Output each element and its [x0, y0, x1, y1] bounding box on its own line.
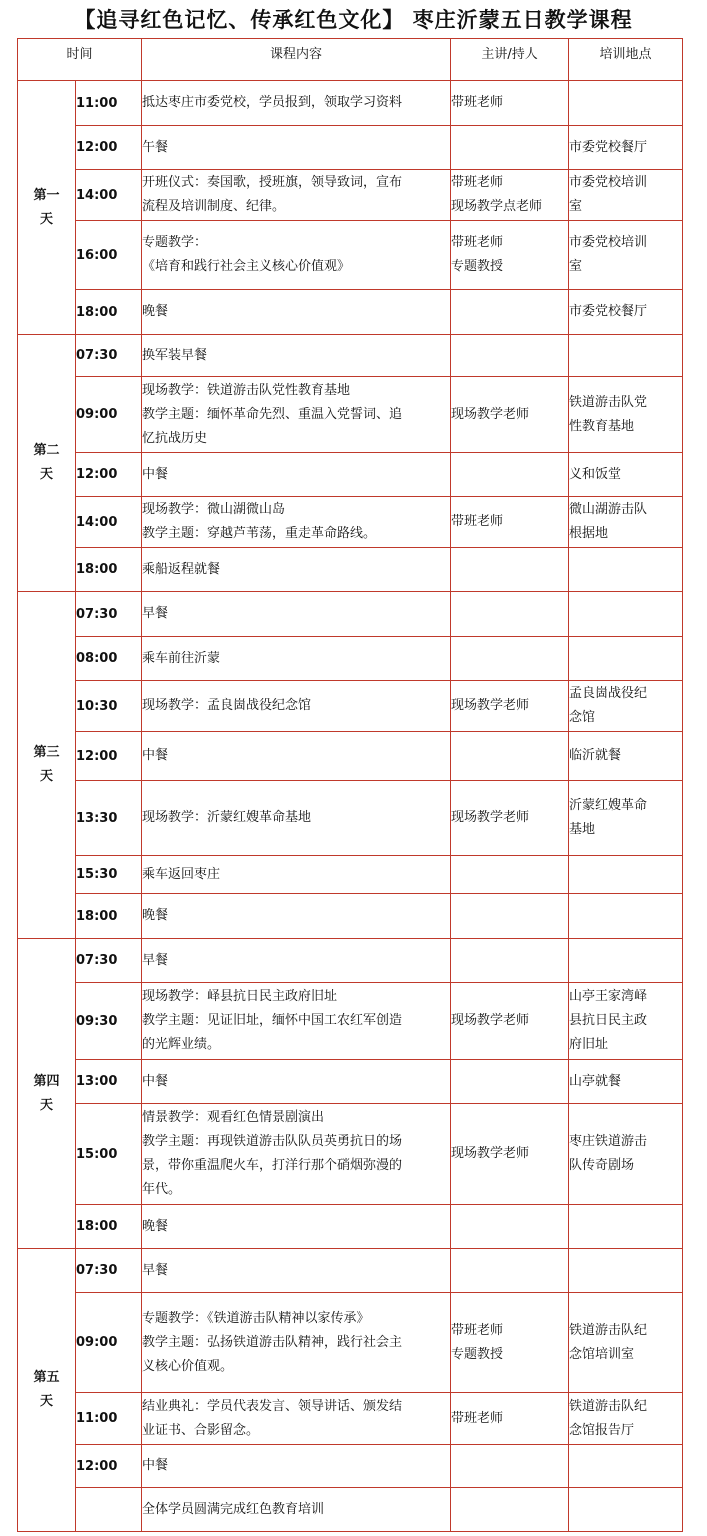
day-label-line: 第五	[33, 1370, 60, 1385]
host-line: 专题教授	[451, 259, 504, 274]
place-cell	[569, 983, 683, 1060]
host-line: 带班老师	[451, 95, 504, 110]
content-cell	[142, 856, 451, 894]
content-cell	[142, 335, 451, 377]
schedule-row	[18, 453, 683, 497]
host-cell	[451, 637, 569, 681]
content-cell	[142, 548, 451, 592]
content-line: 早餐	[142, 952, 169, 968]
host-line: 现场教学老师	[451, 698, 530, 713]
place-line: 县抗日民主政	[569, 1013, 648, 1028]
schedule-row	[18, 939, 683, 983]
host-line: 带班老师	[451, 175, 504, 190]
content-cell	[142, 290, 451, 335]
place-line: 府旧址	[569, 1037, 609, 1052]
host-line: 现场教学老师	[451, 1013, 530, 1028]
content-cell	[142, 939, 451, 983]
host-cell	[451, 497, 569, 548]
host-cell	[451, 453, 569, 497]
content-line: 景，带你重温爬火车，打洋行那个硝烟弥漫的	[142, 1158, 403, 1173]
host-cell	[451, 1393, 569, 1445]
content-cell	[142, 453, 451, 497]
host-cell	[451, 335, 569, 377]
schedule-row	[18, 497, 683, 548]
place-line: 市委党校餐厅	[569, 304, 648, 319]
host-line: 现场教学点老师	[451, 199, 543, 214]
schedule-row	[18, 170, 683, 221]
time-cell: 15:00	[76, 1104, 142, 1205]
place-line: 室	[569, 199, 583, 214]
host-cell	[451, 170, 569, 221]
schedule-row	[18, 983, 683, 1060]
host-cell	[451, 856, 569, 894]
place-line: 基地	[569, 822, 596, 837]
schedule-row	[18, 856, 683, 894]
content-line: 情景教学：观看红色情景剧演出	[142, 1110, 325, 1125]
place-line: 微山湖游击队	[569, 502, 648, 517]
day-label-line: 第三	[33, 745, 60, 760]
day-label-line: 第一	[33, 187, 60, 203]
place-line: 室	[569, 259, 583, 274]
schedule-row	[18, 781, 683, 856]
host-line: 现场教学老师	[451, 406, 530, 422]
day-label	[18, 335, 76, 592]
content-line: 晚餐	[142, 1218, 169, 1234]
content-line: 早餐	[142, 606, 169, 621]
time-cell: 12:00	[76, 453, 142, 497]
place-cell	[569, 732, 683, 781]
host-cell	[451, 1205, 569, 1249]
host-cell	[451, 894, 569, 939]
place-cell	[569, 221, 683, 290]
content-cell	[142, 377, 451, 453]
content-line: 换军装早餐	[142, 347, 208, 363]
time-cell: 16:00	[76, 221, 142, 290]
content-cell	[142, 1249, 451, 1293]
schedule-body	[18, 81, 683, 1532]
content-line: 乘车前往沂蒙	[142, 650, 221, 666]
day-label	[18, 939, 76, 1249]
content-line: 专题教学：	[142, 235, 208, 250]
host-cell	[451, 1104, 569, 1205]
schedule-row	[18, 377, 683, 453]
content-cell	[142, 1060, 451, 1104]
content-line: 现场教学：铁道游击队党性教育基地	[142, 382, 351, 398]
schedule-row	[18, 126, 683, 170]
place-line: 市委党校培训	[569, 235, 648, 250]
schedule-row	[18, 1060, 683, 1104]
place-cell	[569, 497, 683, 548]
content-line: 中餐	[142, 466, 169, 482]
content-cell	[142, 983, 451, 1060]
host-cell	[451, 681, 569, 732]
time-cell: 12:00	[76, 126, 142, 170]
header-time: 时间	[18, 39, 142, 81]
host-cell	[451, 592, 569, 637]
time-cell: 14:00	[76, 497, 142, 548]
place-line: 念馆	[569, 710, 596, 725]
header-host: 主讲/持人	[451, 39, 569, 81]
host-line: 带班老师	[451, 235, 504, 250]
content-line: 流程及培训制度、纪律。	[142, 199, 286, 214]
place-cell	[569, 170, 683, 221]
content-line: 义核心价值观。	[142, 1358, 234, 1374]
time-cell: 18:00	[76, 894, 142, 939]
content-line: 现场教学：微山湖微山岛	[142, 502, 286, 517]
day-label-line: 天	[39, 467, 53, 482]
time-cell: 18:00	[76, 290, 142, 335]
host-cell	[451, 377, 569, 453]
place-cell	[569, 681, 683, 732]
place-line: 铁道游击队党	[569, 394, 648, 410]
place-line: 铁道游击队纪	[569, 1322, 648, 1338]
place-cell	[569, 377, 683, 453]
time-cell: 13:30	[76, 781, 142, 856]
host-cell	[451, 732, 569, 781]
content-line: 乘车返回枣庄	[142, 866, 221, 882]
page-title: 【追寻红色记忆、传承红色文化】 枣庄沂蒙五日教学课程	[74, 8, 633, 32]
content-cell	[142, 1104, 451, 1205]
host-cell	[451, 781, 569, 856]
content-line: 教学主题：弘扬铁道游击队精神，践行社会主	[142, 1334, 403, 1350]
content-line: 开班仪式：奏国歌，授班旗，领导致词，宣布	[142, 175, 403, 190]
host-cell	[451, 939, 569, 983]
place-line: 义和饭堂	[569, 466, 622, 482]
time-cell: 10:30	[76, 681, 142, 732]
place-line: 沂蒙红嫂革命	[569, 798, 648, 813]
schedule-row	[18, 894, 683, 939]
content-line: 的光辉业绩。	[142, 1037, 221, 1052]
day-label-line: 第四	[33, 1073, 60, 1089]
host-cell	[451, 1249, 569, 1293]
schedule-table	[17, 38, 683, 1532]
content-cell	[142, 1393, 451, 1445]
header-row	[18, 39, 683, 81]
schedule-row	[18, 221, 683, 290]
content-line: 中餐	[142, 1073, 169, 1089]
day-label-line: 天	[39, 1394, 53, 1409]
place-cell	[569, 592, 683, 637]
day-label	[18, 1249, 76, 1532]
place-cell	[569, 637, 683, 681]
time-cell: 14:00	[76, 170, 142, 221]
content-cell	[142, 170, 451, 221]
place-line: 枣庄铁道游击	[569, 1134, 648, 1149]
host-cell	[451, 983, 569, 1060]
place-cell	[569, 290, 683, 335]
place-cell	[569, 894, 683, 939]
content-line: 《培育和践行社会主义核心价值观》	[142, 259, 351, 274]
content-line: 教学主题：见证旧址，缅怀中国工农红军创造	[142, 1013, 403, 1028]
day-label	[18, 81, 76, 335]
content-line: 中餐	[142, 748, 169, 763]
host-cell	[451, 1445, 569, 1488]
time-cell: 12:00	[76, 1445, 142, 1488]
content-line: 忆抗战历史	[142, 430, 208, 446]
content-line: 晚餐	[142, 304, 169, 319]
content-cell	[142, 592, 451, 637]
host-cell	[451, 126, 569, 170]
content-line: 年代。	[142, 1182, 182, 1197]
header-content: 课程内容	[142, 39, 451, 81]
place-cell	[569, 1445, 683, 1488]
content-cell	[142, 681, 451, 732]
host-line: 现场教学老师	[451, 1146, 530, 1161]
place-line: 队传奇剧场	[569, 1158, 635, 1173]
day-label-line: 天	[39, 769, 53, 784]
place-cell	[569, 1393, 683, 1445]
place-cell	[569, 81, 683, 126]
schedule-row	[18, 290, 683, 335]
place-line: 念馆培训室	[569, 1346, 635, 1362]
schedule-row	[18, 1445, 683, 1488]
content-cell	[142, 126, 451, 170]
place-cell	[569, 1060, 683, 1104]
schedule-row	[18, 335, 683, 377]
place-line: 山亭就餐	[569, 1073, 622, 1089]
host-cell	[451, 81, 569, 126]
schedule-row	[18, 732, 683, 781]
place-line: 孟良崮战役纪	[569, 686, 648, 701]
content-line: 业证书、合影留念。	[142, 1422, 260, 1438]
schedule-row	[18, 681, 683, 732]
content-line: 乘船返程就餐	[142, 561, 221, 577]
host-cell	[451, 1060, 569, 1104]
schedule-row	[18, 81, 683, 126]
schedule-row	[18, 1249, 683, 1293]
time-cell	[76, 1488, 142, 1532]
content-cell	[142, 781, 451, 856]
day-label-line: 天	[39, 1097, 53, 1113]
time-cell: 09:30	[76, 983, 142, 1060]
content-line: 教学主题：缅怀革命先烈、重温入党誓词、追	[142, 406, 403, 422]
place-cell	[569, 1205, 683, 1249]
content-line: 全体学员圆满完成红色教育培训	[142, 1501, 325, 1517]
schedule-row	[18, 1488, 683, 1532]
content-cell	[142, 497, 451, 548]
content-line: 教学主题：穿越芦苇荡，重走革命路线。	[142, 526, 377, 541]
content-line: 抵达枣庄市委党校，学员报到，领取学习资料	[142, 95, 403, 110]
content-line: 专题教学：《铁道游击队精神以家传承》	[142, 1310, 370, 1326]
host-line: 带班老师	[451, 1322, 504, 1338]
content-cell	[142, 894, 451, 939]
place-line: 市委党校培训	[569, 175, 648, 190]
content-line: 中餐	[142, 1458, 169, 1473]
time-cell: 11:00	[76, 1393, 142, 1445]
place-cell	[569, 126, 683, 170]
schedule-row	[18, 1205, 683, 1249]
place-cell	[569, 548, 683, 592]
header-place: 培训地点	[569, 39, 683, 81]
content-cell	[142, 637, 451, 681]
host-line: 带班老师	[451, 514, 504, 529]
content-line: 现场教学：峄县抗日民主政府旧址	[142, 989, 338, 1004]
content-line: 午餐	[142, 139, 169, 155]
place-line: 根据地	[569, 526, 609, 541]
time-cell: 07:30	[76, 592, 142, 637]
content-line: 晚餐	[142, 908, 169, 923]
host-cell	[451, 1293, 569, 1393]
place-cell	[569, 856, 683, 894]
time-cell: 18:00	[76, 548, 142, 592]
content-line: 教学主题：再现铁道游击队队员英勇抗日的场	[142, 1134, 403, 1149]
place-cell	[569, 335, 683, 377]
schedule-row	[18, 592, 683, 637]
place-line: 性教育基地	[569, 418, 635, 434]
time-cell: 12:00	[76, 732, 142, 781]
content-line: 现场教学：孟良崮战役纪念馆	[142, 698, 312, 713]
content-line: 结业典礼：学员代表发言、领导讲话、颁发结	[142, 1398, 403, 1414]
content-cell	[142, 1205, 451, 1249]
place-cell	[569, 781, 683, 856]
place-cell	[569, 453, 683, 497]
day-label-line: 第二	[33, 443, 60, 458]
schedule-row	[18, 1393, 683, 1445]
host-line: 带班老师	[451, 1410, 504, 1426]
host-cell	[451, 1488, 569, 1532]
host-cell	[451, 548, 569, 592]
place-cell	[569, 1104, 683, 1205]
content-cell	[142, 1488, 451, 1532]
place-cell	[569, 1249, 683, 1293]
time-cell: 07:30	[76, 939, 142, 983]
time-cell: 09:00	[76, 1293, 142, 1393]
place-cell	[569, 939, 683, 983]
place-line: 念馆报告厅	[569, 1422, 635, 1438]
time-cell: 13:00	[76, 1060, 142, 1104]
place-line: 市委党校餐厅	[569, 139, 648, 155]
time-cell: 15:30	[76, 856, 142, 894]
host-line: 专题教授	[451, 1346, 504, 1362]
place-line: 临沂就餐	[569, 748, 622, 763]
time-cell: 08:00	[76, 637, 142, 681]
content-cell	[142, 1445, 451, 1488]
content-line: 现场教学：沂蒙红嫂革命基地	[142, 810, 312, 825]
schedule-row	[18, 1104, 683, 1205]
day-label	[18, 592, 76, 939]
place-line: 山亭王家湾峄	[569, 989, 648, 1004]
time-cell: 07:30	[76, 1249, 142, 1293]
time-cell: 11:00	[76, 81, 142, 126]
schedule-row	[18, 637, 683, 681]
time-cell: 09:00	[76, 377, 142, 453]
host-line: 现场教学老师	[451, 810, 530, 825]
host-cell	[451, 290, 569, 335]
content-line: 早餐	[142, 1262, 169, 1278]
day-label-line: 天	[39, 211, 53, 227]
schedule-row	[18, 548, 683, 592]
time-cell: 18:00	[76, 1205, 142, 1249]
schedule-row	[18, 1293, 683, 1393]
content-cell	[142, 221, 451, 290]
content-cell	[142, 1293, 451, 1393]
content-cell	[142, 732, 451, 781]
host-cell	[451, 221, 569, 290]
time-cell: 07:30	[76, 335, 142, 377]
content-cell	[142, 81, 451, 126]
place-cell	[569, 1488, 683, 1532]
place-line: 铁道游击队纪	[569, 1398, 648, 1414]
place-cell	[569, 1293, 683, 1393]
